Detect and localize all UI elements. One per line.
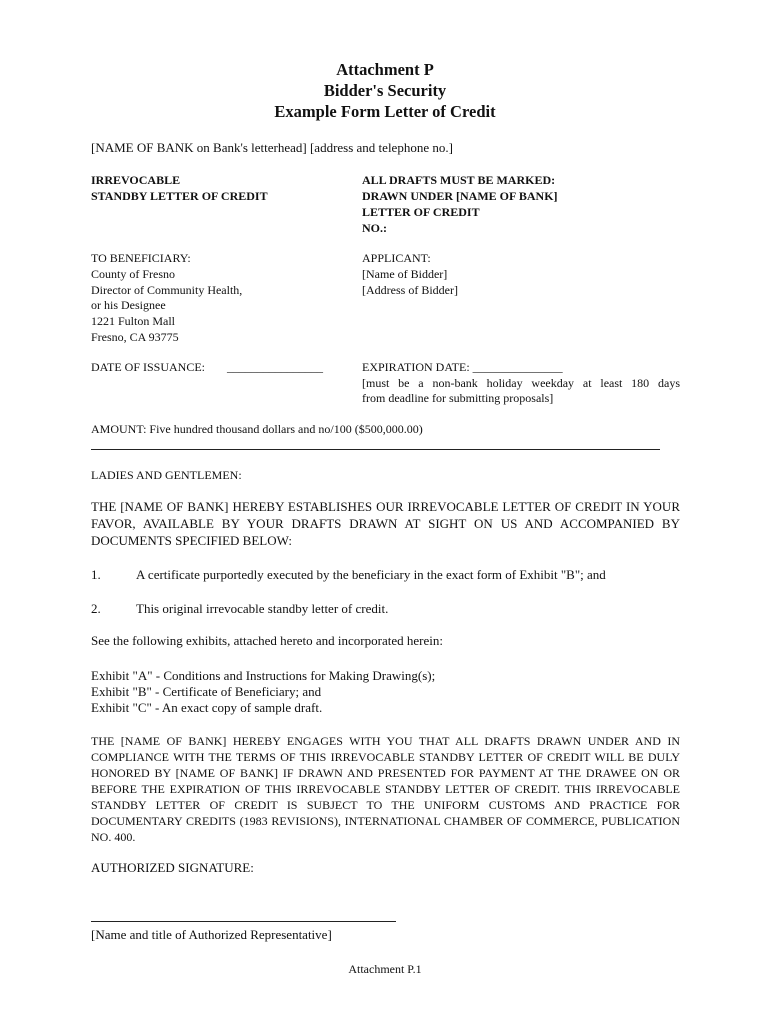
beneficiary-label: TO BENEFICIARY:: [91, 251, 191, 265]
issuance-date-label: DATE OF ISSUANCE:: [91, 360, 206, 374]
exhibits-intro: See the following exhibits, attached hereto and incorporated herein:: [91, 633, 443, 648]
beneficiary-line: or his Designee: [91, 298, 166, 312]
beneficiary-line: 1221 Fulton Mall: [91, 314, 176, 328]
drafts-marking-line-1: ALL DRAFTS MUST BE MARKED:: [362, 173, 556, 187]
drafts-marking-line-4: NO.:: [362, 221, 387, 235]
expiration-date-label: EXPIRATION DATE: _______________: [362, 360, 563, 374]
exhibit-item: Exhibit "B" - Certificate of Beneficiary; and: [91, 684, 322, 699]
applicant-line: [Name of Bidder]: [362, 267, 448, 281]
beneficiary-line: County of Fresno: [91, 267, 175, 281]
beneficiary-line: Fresno, CA 93775: [91, 330, 179, 344]
letterhead-line: [NAME OF BANK on Bank's letterhead] [address and telephone no.]: [91, 140, 453, 155]
item-text: This original irrevocable standby letter of credit.: [136, 601, 389, 616]
letter-type-line-1: IRREVOCABLE: [91, 173, 181, 187]
amount-underline-rule: [91, 449, 660, 450]
salutation: LADIES AND GENTLEMEN:: [91, 468, 242, 482]
signature-line: [91, 921, 396, 922]
exhibit-item: Exhibit "C" - An exact copy of sample draft.: [91, 700, 323, 715]
item-number: 2.: [91, 601, 101, 616]
signature-label: AUTHORIZED SIGNATURE:: [91, 860, 254, 875]
issuance-date-blank: ________________: [227, 360, 323, 374]
drafts-marking-line-3: LETTER OF CREDIT: [362, 205, 480, 219]
applicant-label: APPLICANT:: [362, 251, 431, 265]
establishment-paragraph: THE [NAME OF BANK] HEREBY ESTABLISHES OUR IRREVOCABLE LETTER OF CREDIT IN YOUR FAVOR, AVAILABLE BY YOUR DRAFTS DRAWN AT SIGHT ON US AND ACCOMPANIED BY DOCUMENTS SPECIFIED BELOW:: [91, 499, 680, 548]
title-example-form: Example Form Letter of Credit: [274, 102, 496, 121]
applicant-line: [Address of Bidder]: [362, 283, 458, 297]
item-number: 1.: [91, 567, 101, 582]
item-text: A certificate purportedly executed by the beneficiary in the exact form of Exhibit "B"; and: [136, 567, 606, 582]
amount-line: AMOUNT: Five hundred thousand dollars and no/100 ($500,000.00): [91, 422, 423, 436]
page-footer: Attachment P.1: [348, 962, 422, 976]
exhibit-item: Exhibit "A" - Conditions and Instructions for Making Drawing(s);: [91, 668, 436, 683]
beneficiary-line: Director of Community Health,: [91, 283, 243, 297]
title-attachment: Attachment P: [336, 60, 434, 79]
signatory-caption: [Name and title of Authorized Representative]: [91, 927, 332, 942]
expiration-note-line-1: [must be a non-bank holiday weekday at least 180 days: [362, 376, 680, 390]
drafts-marking-line-2: DRAWN UNDER [NAME OF BANK]: [362, 189, 558, 203]
title-bidders-security: Bidder's Security: [323, 81, 447, 100]
engagement-paragraph: THE [NAME OF BANK] HEREBY ENGAGES WITH YOU THAT ALL DRAFTS DRAWN UNDER AND IN COMPLIANCE WITH THE TERMS OF THIS IRREVOCABLE STANDBY LETTER OF CREDIT WILL BE DULY HONORED BY [NAME OF BANK] IF DRAWN AND PRESENTED FOR PAYMENT AT THE DRAWEE ON OR BEFORE THE EXPIRATION OF THIS IRREVOCABLE STANDBY LETTER OF CREDIT. THIS IRREVOCABLE STANDBY LETTER OF CREDIT IS SUBJECT TO THE UNIFORM CUSTOMS AND PRACTICE FOR DOCUMENTARY CREDITS (1983 REVISIONS), INTERNATIONAL CHAMBER OF COMMERCE, PUBLICATION NO. 400.: [91, 734, 680, 844]
letter-type-line-2: STANDBY LETTER OF CREDIT: [91, 189, 268, 203]
expiration-note-line-2: from deadline for submitting proposals]: [362, 391, 554, 405]
